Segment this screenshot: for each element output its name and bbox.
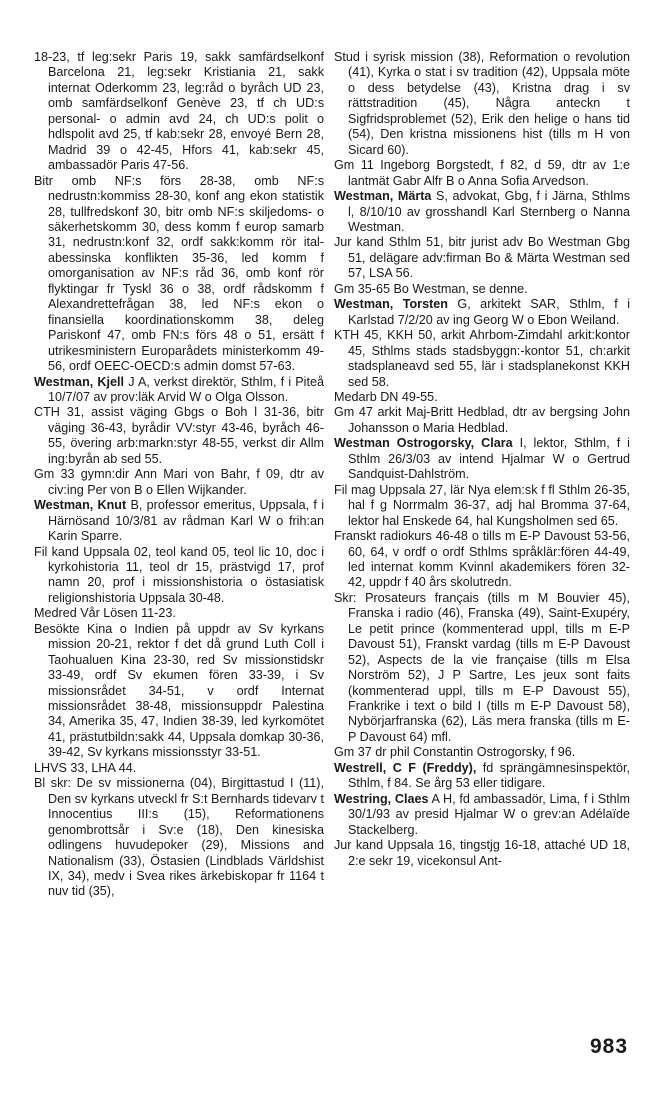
- entry-text: S, advokat, Gbg, f i Järna, Sthlms l, 8/10/10 av grosshandl Karl Sternberg o Nanna Westman.: [348, 189, 631, 234]
- entry-name: Westman, Kjell: [34, 374, 125, 389]
- entry-paragraph: Besökte Kina o Indien på uppdr av Sv kyrkans mission 20-21, rektor f det då grund Luth Coll i Taohualuen Kina 23-30, red Sv missionstidskr 33-49, ordf Sv ekumen fören 33-39, i Sv missionsrådet 34-51, v ordf Internat missionsrådet 38-48, missionsuppdr Palestina 34, Amerika 35, 47, Indien 38-39, led kyrkomötet 41, prästutbildn:sakk 44, Uppsala domkap 30-36, 39-42, Sv kyrkans missionsstyr 33-51.: [34, 621, 324, 760]
- entry-paragraph: CTH 31, assist väging Gbgs o Boh l 31-36, bitr väging 36-43, byrådir VV:styr 43-46, byråch 46-55, övering arb:markn:styr 48-55, verkst dir Allm ing:byrån ab sed 55.: [34, 405, 324, 466]
- biography-entry: [334, 297, 630, 328]
- entry-paragraph: Gm 37 dr phil Constantin Ostrogorsky, f 96.: [334, 745, 576, 760]
- entry-paragraph: Fil kand Uppsala 02, teol kand 05, teol lic 10, doc i kyrkohistoria 11, teol dr 15, prästvigd 17, prof namn 20, prof i missionshistoria o östasiatisk religionshistoria Uppsala 30-48.: [34, 544, 324, 605]
- right-column: [334, 50, 630, 869]
- entry-name: Westman, Knut: [34, 498, 127, 513]
- entry-name: Westman,: [334, 189, 394, 204]
- biography-entry: [334, 436, 630, 482]
- entry-text: A H, fd ambassadör, Lima, f i Sthlm 30/1/93 av presid Hjalmar W o grev:an Adélaïde Stackelberg.: [348, 791, 630, 837]
- entry-paragraph: Bl skr: De sv missionerna (04), Birgittastud I (11), Den sv kyrkans utveckl fr S:t Bernhards tidevarv t Innocentius III:s (15), Reformationens genombrottsår i Sv:e (18), Den kinesiska odlingens huvudepoker (29), Missions and Nationalism (33), Östasien (Lindblads Världshist IX, 34), medv i Svea rikes ärkebiskopar fr 1164 t nuv tid (35),: [34, 776, 324, 899]
- biography-entry: [334, 792, 630, 838]
- biography-entry: [334, 189, 630, 235]
- entry-paragraph: Gm 47 arkit Maj-Britt Hedblad, dtr av bergsing John Johansson o Maria Hedblad.: [334, 405, 630, 435]
- entry-given-name: Märta: [397, 189, 432, 204]
- entry-text: I, lektor, Sthlm, f i Sthlm 26/3/03 av intend Hjalmar W o Gertrud Sandquist-Dahlström.: [348, 436, 630, 482]
- entry-paragraph: Fil mag Uppsala 27, lär Nya elem:sk f fl Sthlm 26-35, hal f g Norrmalm 36-37, adj hal Bromma 37-64, lektor hal Enskede 64, hal Kungsholmen sed 65.: [334, 482, 630, 528]
- entry-given-name: C F (Freddy),: [392, 760, 477, 775]
- entry-paragraph: Jur kand Sthlm 51, bitr jurist adv Bo Westman Gbg 51, delägare adv:firman Bo & Märta Westman sed 57, LSA 56.: [334, 235, 630, 281]
- entry-name: Westring, Claes: [334, 791, 429, 806]
- entry-paragraph: Bitr omb NF:s förs 28-38, omb NF:s nedrustn:kommiss 28-30, konf ang ekon statistik 28, tullfredskonf 30, bitr omb NF:s skiljedoms- o säkerhetskomm 30, dess komm f europ samarb 31, nedrustn:konf 32, ordf sakk:komm rör ital-abessinska konflikten 35-36, led komm f omorganisation av NF:s råd 36, omb konf rör flyktingar fr Tyskl 36 o 38, ordf rådskomm f Alexandrettefrågan 38, led NF:s ekon o finansiella koordinationskomm 38, deleg Pariskonf 47, omb FN:s förs 48 o 51, ersätt f utrikesministern Europarådets ministerkomm 49-56, ordf OEEC-OECD:s admin domst 57-63.: [34, 173, 324, 374]
- entry-text: B, professor emeritus, Uppsala, f i Härnösand 10/3/81 av rådman Karl W o frih:an Karin Sparre.: [48, 498, 324, 544]
- entry-paragraph: Medred Vår Lösen 11-23.: [34, 606, 176, 621]
- entry-paragraph: Jur kand Uppsala 16, tingstjg 16-18, attaché UD 18, 2:e sekr 19, vicekonsul Ant-: [334, 838, 630, 868]
- entry-paragraph: Medarb DN 49-55.: [334, 389, 438, 404]
- entry-paragraph: Franskt radiokurs 46-48 o tills m E-P Davoust 53-56, 60, 64, v ordf o ordf Sthlms språklär:fören 44-49, led internat komm Kvinnl akademikers fören 32-42, uppdr f 40 års skolutredn.: [334, 529, 630, 590]
- entry-paragraph: Gm 33 gymn:dir Ann Mari von Bahr, f 09, dtr av civ:ing Per von B o Ellen Wijkander.: [34, 467, 324, 497]
- entry-name: Westrell,: [334, 760, 387, 775]
- entry-paragraph: 18-23, tf leg:sekr Paris 19, sakk samfärdselkonf Barcelona 21, leg:sekr Kristiania 21, sakk internat Oderkomm 23, leg:råd o byråch UD 23, omb samfärdselkonf Genève 23, tf ch UD:s personal- o admin avd 24, ch UD:s polit o hdlspolit avd 25, tf kab:sekr 28, envoyé Bern 28, Madrid 39 o 42-45, Hfors 41, kab:sekr 45, ambassadör Paris 47-56.: [34, 50, 324, 173]
- biography-entry: [34, 375, 324, 406]
- entry-paragraph: LHVS 33, LHA 44.: [34, 760, 137, 775]
- entry-paragraph: KTH 45, KKH 50, arkit Ahrbom-Zimdahl arkit:kontor 45, Sthlms stads stadsbyggn:-kontor 51, ch:arkit stadsplaneavd sed 55, lär i stadsplanekonst KKH sed 58.: [334, 328, 630, 389]
- entry-name: Westman Ostrogorsky, Clara: [334, 436, 513, 451]
- entry-text: fd sprängämnesinspektör, Sthlm, f 84. Se årg 53 eller tidigare.: [348, 760, 630, 791]
- left-column: [34, 50, 324, 900]
- page-number: 983: [590, 1035, 629, 1058]
- entry-text: G, arkitekt SAR, Sthlm, f i Karlstad 7/2/20 av ing Georg W o Ebon Weiland.: [348, 297, 631, 327]
- biography-entry: [34, 498, 324, 544]
- entry-paragraph: Gm 35-65 Bo Westman, se denne.: [334, 281, 528, 296]
- entry-paragraph: Stud i syrisk mission (38), Reformation o revolution (41), Kyrka o stat i sv tradition (42), Uppsala möte o dess betydelse (43), Kristna drag i sv rättstradition (45), Några anteckn t Sigfridsproblemet (52), Erik den helige o hans tid (54), Den kristna missionens hist (tills m H von Sicard 60).: [334, 50, 630, 157]
- biography-entry: [334, 761, 630, 792]
- entry-paragraph: Skr: Prosateurs français (tills m M Bouvier 45), Franska i radio (46), Franska (49), Saint-Exupéry, Le petit prince (kommenterad uppl, tills m E-P Davoust 51), Franskt vardag (tills m E-P Davoust 52), Aspects de la vie française (tills m Elsa Norström 52), J P Sartre, Les jeux sont faits (kommenterad uppl, tills m E-P Davoust 55), Frankrike i text o bild I (tills m E-P Davoust 58), Nybörjarfranska (62), Läs mera franska (tills m E-P Davoust 64) mfl.: [334, 590, 630, 744]
- entry-name: Westman, Torsten: [334, 297, 448, 312]
- entry-paragraph: Gm 11 Ingeborg Borgstedt, f 82, d 59, dtr av 1:e lantmät Gabr Alfr B o Anna Sofia Arvedson.: [334, 158, 630, 188]
- entry-text: J A, verkst direktör, Sthlm, f i Piteå 10/7/07 av prov:läk Arvid W o Olga Olsson.: [48, 374, 324, 404]
